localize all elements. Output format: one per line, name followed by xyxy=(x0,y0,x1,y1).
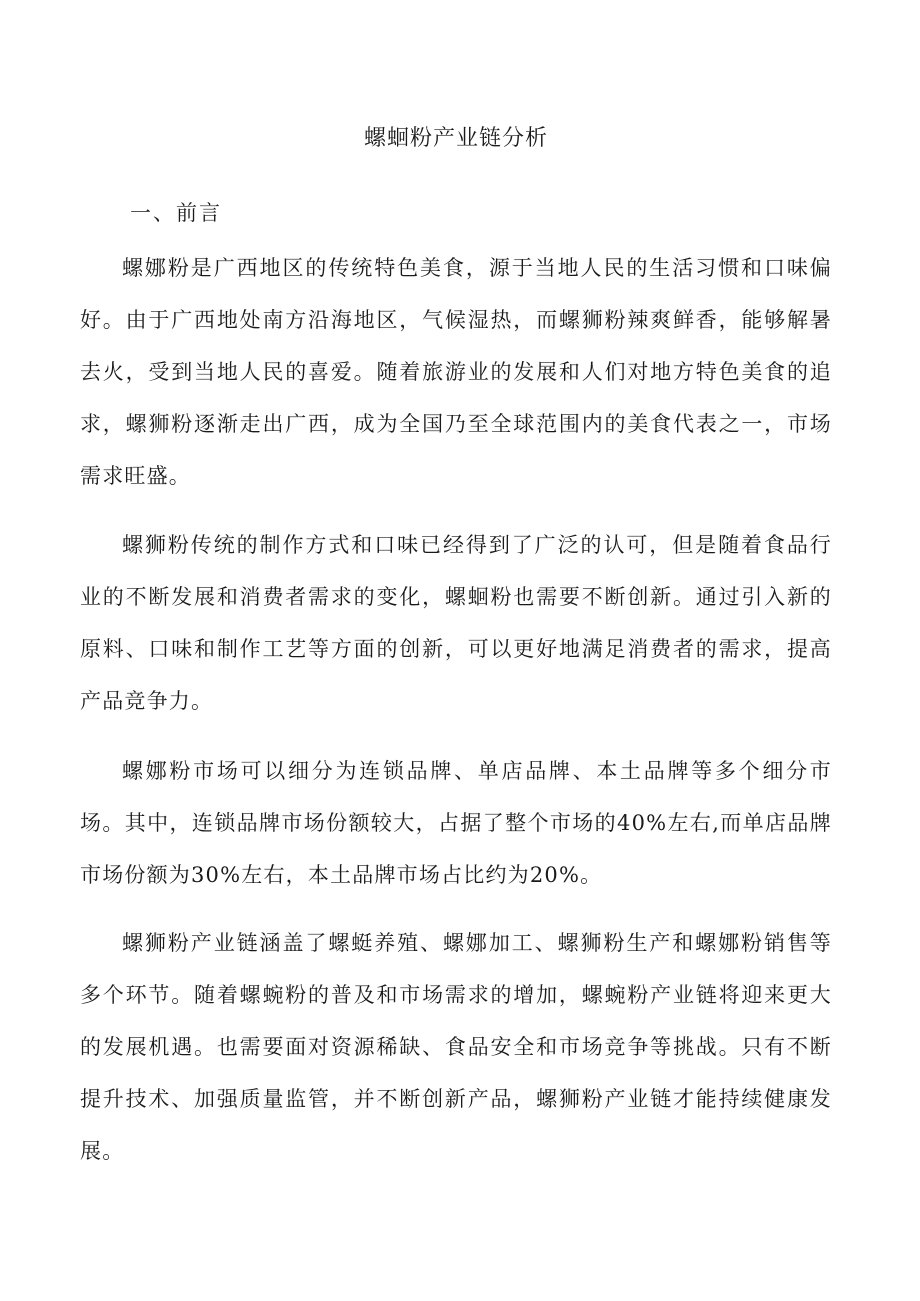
section-heading: 一、前言 xyxy=(130,201,222,225)
paragraph: 螺娜粉市场可以细分为连锁品牌、单店品牌、本土品牌等多个细分市场。其中，连锁品牌市场份额较大，占据了整个市场的40%左右,而单店品牌市场份额为30%左右，本土品牌市场占比约为20%。 xyxy=(80,759,832,887)
document-title: 螺蛔粉产业链分析 xyxy=(363,126,548,151)
paragraph: 螺狮粉产业链涵盖了螺蜓养殖、螺娜加工、螺狮粉生产和螺娜粉销售等多个环节。随着螺蜿粉的普及和市场需求的增加，螺蜿粉产业链将迎来更大的发展机遇。也需要面对资源稀缺、食品安全和市场竞争等挑战。只有不断提升技术、加强质量监管，并不断创新产品，螺狮粉产业链才能持续健康发展。 xyxy=(80,931,832,1163)
paragraph: 螺娜粉是广西地区的传统特色美食，源于当地人民的生活习惯和口味偏好。由于广西地处南方沿海地区，气候湿热，而螺狮粉辣爽鲜香，能够解暑去火，受到当地人民的喜爱。随着旅游业的发展和人们对地方特色美食的追求，螺狮粉逐渐走出广西，成为全国乃至全球范围内的美食代表之一，市场需求旺盛。 xyxy=(80,256,832,488)
paragraph: 螺狮粉传统的制作方式和口味已经得到了广泛的认可，但是随着食品行业的不断发展和消费者需求的变化，螺蛔粉也需要不断创新。通过引入新的原料、口味和制作工艺等方面的创新，可以更好地满足消费者的需求，提高产品竞争力。 xyxy=(80,533,832,713)
